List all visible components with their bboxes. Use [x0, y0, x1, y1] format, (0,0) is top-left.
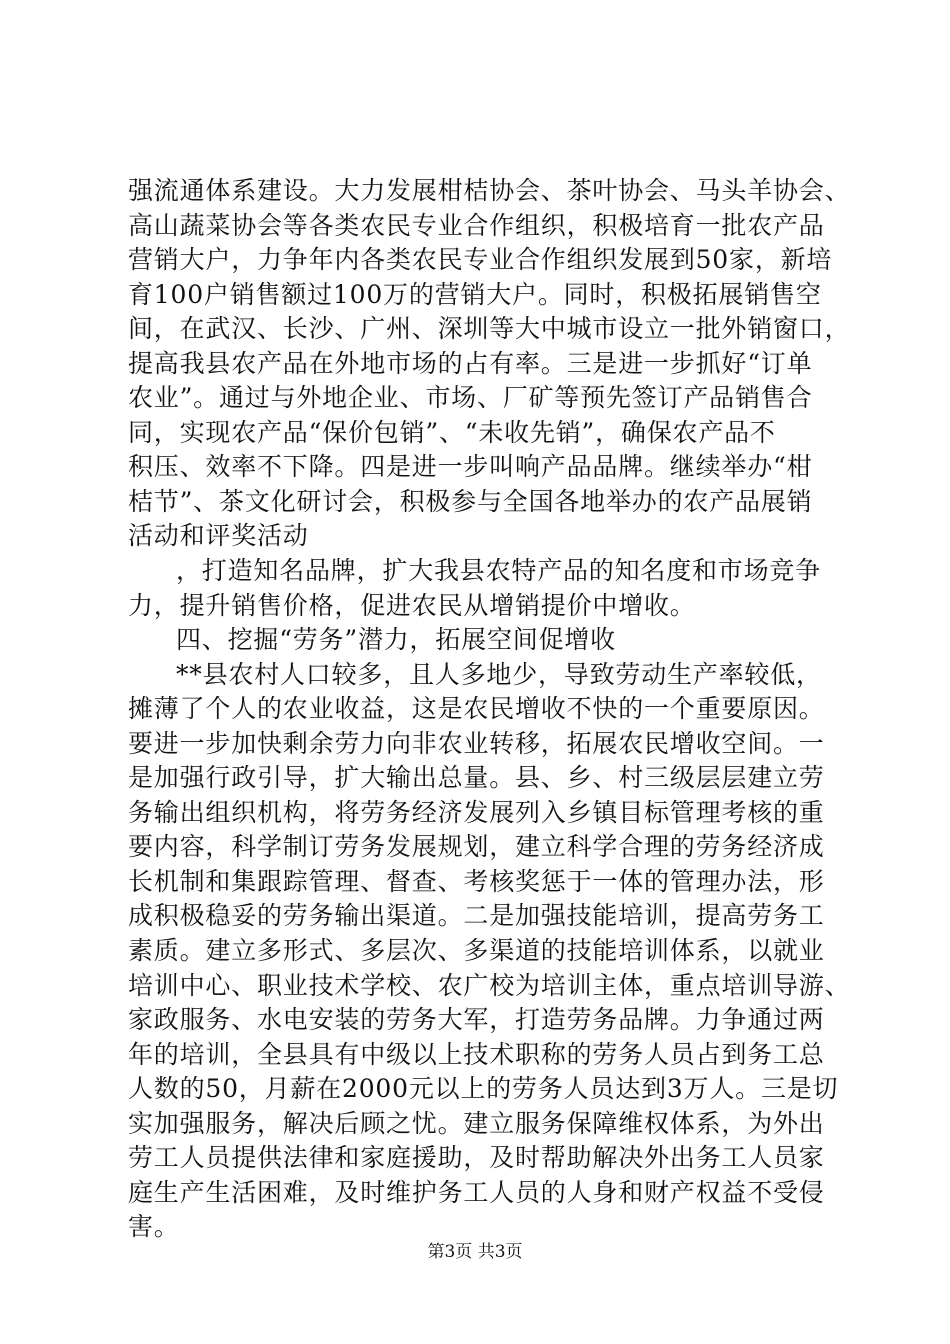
text-line: 农业”。通过与外地企业、市场、厂矿等预先签订产品销售合 — [128, 383, 813, 413]
text-line: 培训中心、职业技术学校、农广校为培训主体，重点培训导游、 — [128, 970, 851, 1000]
text-line: 害。 — [128, 1212, 180, 1242]
text-line: 间，在武汉、长沙、广州、深圳等大中城市设立一批外销窗口， — [128, 314, 851, 344]
text-line: ，打造知名品牌，扩大我县农特产品的知名度和市场竞争 — [176, 556, 822, 586]
text-line: 高山蔬菜协会等各类农民专业合作组织，积极培育一批农产品 — [128, 210, 825, 240]
text-line: 桔节”、茶文化研讨会，积极参与全国各地举办的农产品展销 — [128, 486, 813, 516]
text-line: 人数的50，月薪在2000元以上的劳务人员达到3万人。三是切 — [128, 1074, 839, 1104]
text-line: 素质。建立多形式、多层次、多渠道的技能培训体系，以就业 — [128, 936, 825, 966]
text-line: 庭生产生活困难，及时维护务工人员的人身和财产权益不受侵 — [128, 1177, 825, 1207]
text-line: 同，实现农产品“保价包销”、“未收先销”，确保农产品不 — [128, 417, 776, 447]
text-line: 积压、效率不下降。四是进一步叫响产品品牌。继续举办“柑 — [128, 452, 813, 482]
text-line: 育100户销售额过100万的营销大户。同时，积极拓展销售空 — [128, 279, 822, 309]
text-line: 力，提升销售价格，促进农民从增销提价中增收。 — [128, 590, 696, 620]
page-footer: 第3页 共3页 — [427, 1242, 523, 1262]
text-line: 强流通体系建设。大力发展柑桔协会、茶叶协会、马头羊协会、 — [128, 176, 851, 205]
text-line: 家政服务、水电安装的劳务大军，打造劳务品牌。力争通过两 — [128, 1005, 825, 1035]
text-line: 长机制和集跟踪管理、督查、考核奖惩于一体的管理办法，形 — [128, 866, 825, 896]
text-line: 务输出组织机构，将劳务经济发展列入乡镇目标管理考核的重 — [128, 797, 825, 827]
text-line: 成积极稳妥的劳务输出渠道。二是加强技能培训，提高劳务工 — [128, 901, 825, 931]
text-line: 要内容，科学制订劳务发展规划，建立科学合理的劳务经济成 — [128, 832, 825, 862]
text-line: 活动和评奖活动 — [128, 521, 309, 551]
text-line: 提高我县农产品在外地市场的占有率。三是进一步抓好“订单 — [128, 348, 813, 378]
text-line: 营销大户，力争年内各类农民专业合作组织发展到50家，新培 — [128, 245, 833, 275]
text-line: 要进一步加快剩余劳力向非农业转移，拓展农民增收空间。一 — [128, 728, 825, 758]
text-line: **县农村人口较多，且人多地少，导致劳动生产率较低， — [176, 659, 822, 689]
text-line: 劳工人员提供法律和家庭援助，及时帮助解决外出务工人员家 — [128, 1143, 825, 1173]
document-body — [128, 174, 851, 1245]
text-line: 是加强行政引导，扩大输出总量。县、乡、村三级层层建立劳 — [128, 763, 825, 793]
text-line: 年的培训，全县具有中级以上技术职称的劳务人员占到务工总 — [128, 1039, 825, 1069]
text-line: 四、挖掘“劳务”潜力，拓展空间促增收 — [176, 625, 616, 655]
text-line: 摊薄了个人的农业收益，这是农民增收不快的一个重要原因。 — [128, 694, 825, 724]
text-line: 实加强服务，解决后顾之忧。建立服务保障维权体系，为外出 — [128, 1108, 825, 1138]
